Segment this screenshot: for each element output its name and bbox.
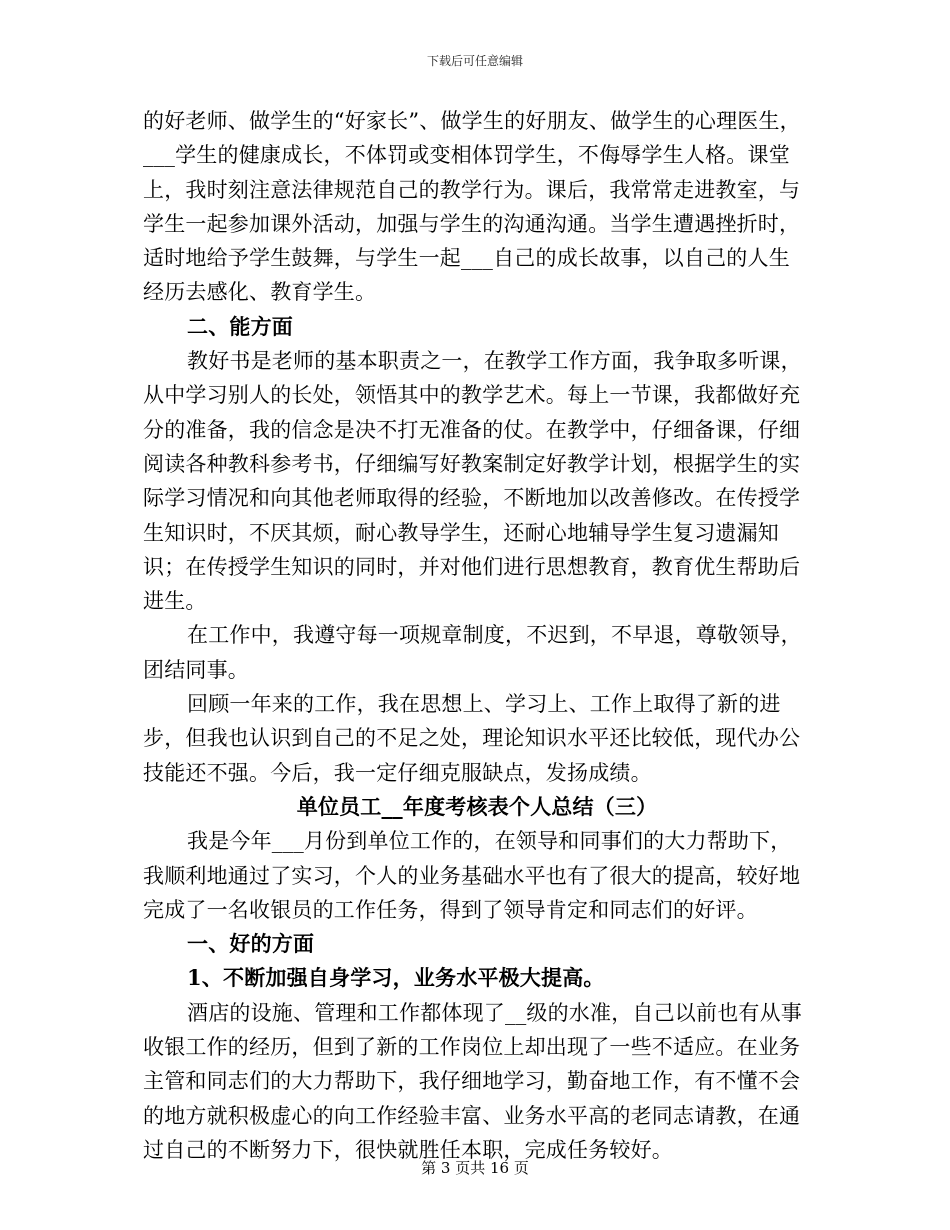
paragraph-review: 回顾一年来的工作，我在思想上、学习上、工作上取得了新的进步，但我也认识到自己的不足之处，理论知识水平还比较低，现代办公技能还不强。今后，我一定仔细克服缺点，发扬成绩。 [143, 692, 801, 785]
paragraph-hotel: 酒店的设施、管理和工作都体现了__级的水准，自己以前也有从事收银工作的经历，但到了新的工作岗位上却出现了一些不适应。在业务主管和同志们的大力帮助下，我仔细地学习，勤奋地工作，有不懂不会的地方就积极虚心的向工作经验丰富、业务水平高的老同志请教，在通过自己的不断努力下，很快就胜任本职，完成任务较好。 [143, 1000, 802, 1162]
document-body [143, 104, 811, 1167]
page-footer: 第 3 页共 16 页 [421, 1159, 529, 1177]
paragraph-intro: 我是今年___月份到单位工作的，在领导和同事们的大力帮助下，我顺利地通过了实习，个人的业务基础水平也有了很大的提高，较好地完成了一名收银员的工作任务，得到了领导肯定和同志们的好评。 [143, 829, 801, 922]
section-heading-good: 一、好的方面 [187, 931, 315, 957]
section-title: 单位员工__年度考核表个人总结（三） [296, 793, 658, 819]
page-header: 下载后可任意编辑 [426, 54, 523, 68]
section-heading-ability: 二、能方面 [187, 313, 293, 339]
subheading-study: 1、不断加强自身学习，业务水平极大提高。 [187, 965, 605, 991]
paragraph-teaching: 教好书是老师的基本职责之一，在教学工作方面，我争取多听课，从中学习别人的长处，领悟其中的教学艺术。每上一节课，我都做好充分的准备，我的信念是决不打无准备的仗。在教学中，仔细备课，仔细阅读各种教科参考书，仔细编写好教案制定好教学计划，根据学生的实际学习情况和向其他老师取得的经验，不断地加以改善修改。在传授学生知识时，不厌其烦，耐心教导学生，还耐心地辅导学生复习遗漏知识；在传授学生知识的同时，并对他们进行思想教育，教育优生帮助后进生。 [143, 349, 802, 614]
paragraph-continuation: 的好老师、做学生的“好家长”、做学生的好朋友、做学生的心理医生，___学生的健康成长，不体罚或变相体罚学生，不侮辱学生人格。课堂上，我时刻注意法律规范自己的教学行为。课后，我常常走进教室，与学生一起参加课外活动，加强与学生的沟通沟通。当学生遭遇挫折时，适时地给予学生鼓舞，与学生一起___自己的成长故事，以自己的人生经历去感化、教育学生。 [143, 109, 801, 305]
paragraph-rules: 在工作中，我遵守每一项规章制度，不迟到，不早退，尊敬领导，团结同事。 [143, 623, 802, 682]
